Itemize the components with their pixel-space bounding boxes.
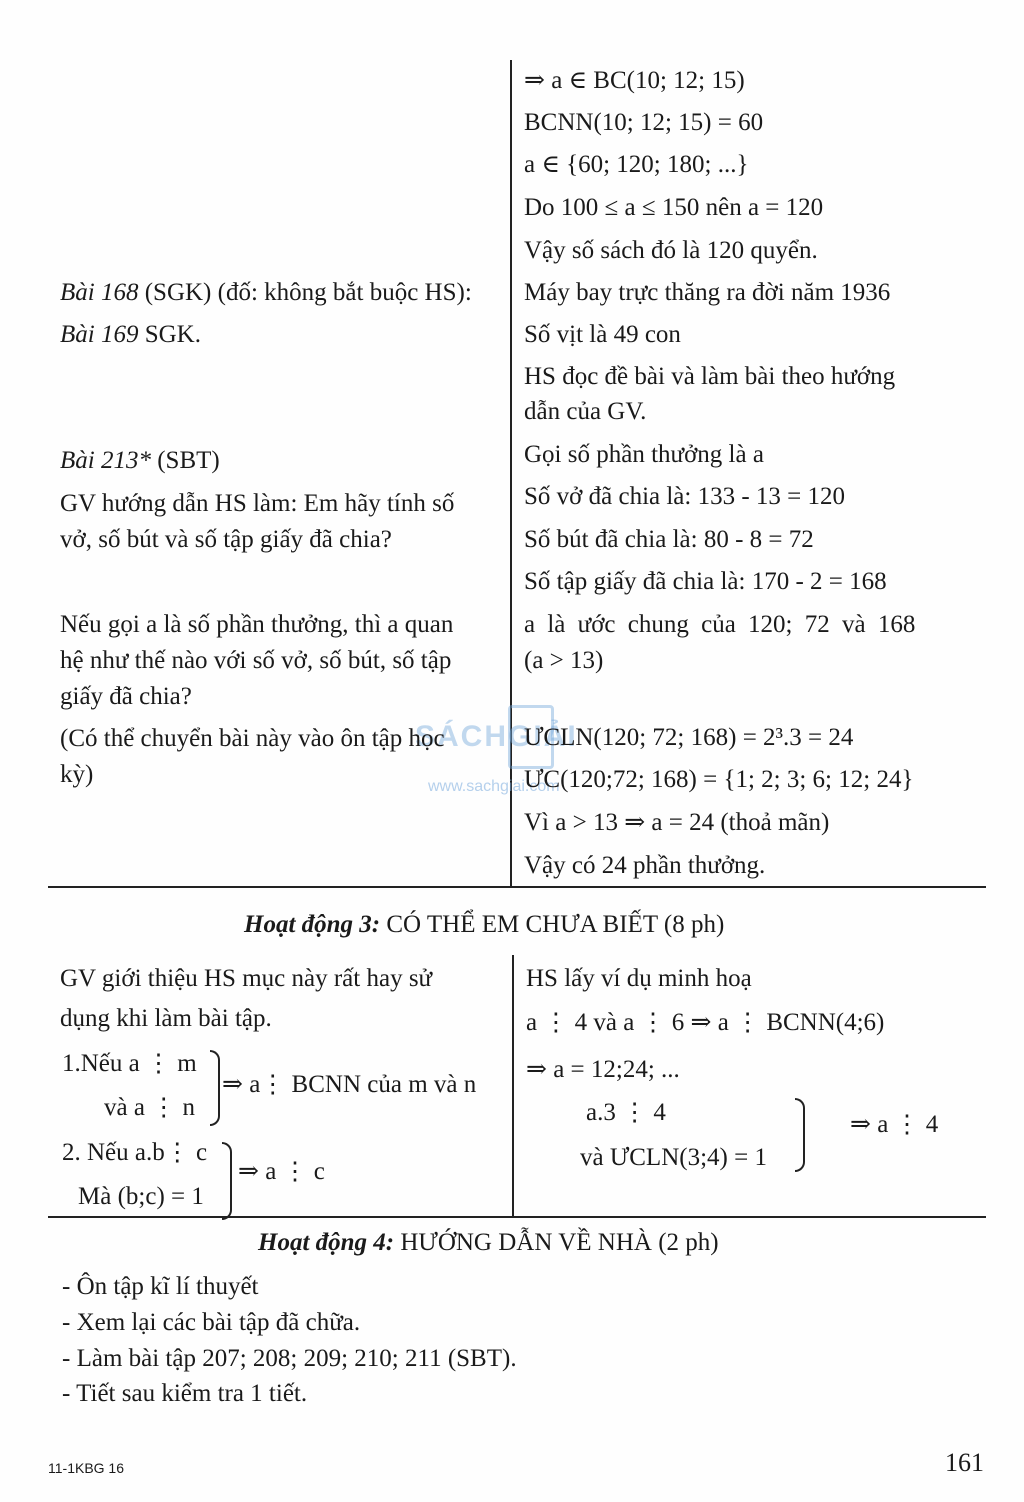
left-line: GV hướng dẫn HS làm: Em hãy tính số [60, 490, 455, 517]
right-line: Vì a > 13 ⇒ a = 24 (thoả mãn) [524, 809, 830, 836]
hd4-item: - Tiết sau kiểm tra 1 tiết. [62, 1380, 308, 1407]
hd3-right-line: HS lấy ví dụ minh hoạ [526, 965, 752, 992]
left-line: Nếu gọi a là số phần thưởng, thì a quan [60, 611, 454, 638]
right-line: Do 100 ≤ a ≤ 150 nên a = 120 [524, 194, 824, 221]
hd3-left-line: ⇒ a ⋮ c [238, 1158, 325, 1185]
hd3-left-line: dụng khi làm bài tập. [60, 1005, 272, 1032]
right-line: Gọi số phần thưởng là a [524, 441, 764, 468]
right-line: Vậy có 24 phần thưởng. [524, 852, 766, 879]
hd3-left-line: 1.Nếu a ⋮ m [62, 1050, 197, 1077]
right-line: a là ước chung của 120; 72 và 168 [524, 611, 916, 638]
watermark-brand: SÁCHGIẢI [415, 720, 578, 753]
hd4-item: - Ôn tập kĩ lí thuyết [62, 1273, 259, 1300]
right-line: ƯC(120;72; 168) = {1; 2; 3; 6; 12; 24} [524, 766, 914, 793]
section-rule-1 [48, 886, 986, 888]
right-line: ⇒ a ∈ BC(10; 12; 15) [524, 67, 745, 94]
right-line: (a > 13) [524, 647, 604, 674]
hd4-item: - Làm bài tập 207; 208; 209; 210; 211 (SBT). [62, 1345, 517, 1372]
hd3-left-line: GV giới thiệu HS mục này rất hay sử [60, 965, 433, 992]
bai-169: Bài 169 SGK. [60, 321, 201, 348]
hd3-left-line: 2. Nếu a.b⋮ c [62, 1139, 208, 1166]
right-line: Số vịt là 49 con [524, 321, 681, 348]
bai-168: Bài 168 (SGK) (đố: không bắt buộc HS): [60, 279, 472, 306]
column-divider-mid [512, 955, 514, 1218]
footer-code: 11-1KBG 16 [48, 1460, 125, 1476]
left-line: (Có thể chuyển bài này vào ôn tập học [60, 725, 445, 752]
left-line: kỳ) [60, 761, 94, 788]
hd3-left-line: Mà (b;c) = 1 [78, 1183, 204, 1210]
right-line: a ∈ {60; 120; 180; ...} [524, 151, 749, 178]
hd3-right-line: ⇒ a = 12;24; ... [526, 1056, 680, 1083]
right-line: Vậy số sách đó là 120 quyển. [524, 237, 818, 264]
section-rule-2 [48, 1216, 986, 1218]
hd3-brace-2 [222, 1142, 232, 1220]
left-line: vở, số bút và số tập giấy đã chia? [60, 526, 392, 553]
left-line: giấy đã chia? [60, 683, 192, 710]
hd3-heading: Hoạt động 3: CÓ THỂ EM CHƯA BIẾT (8 ph) [244, 911, 725, 938]
right-line: dẫn của GV. [524, 398, 647, 425]
hd3-right-line: và ƯCLN(3;4) = 1 [580, 1144, 767, 1171]
bai-213: Bài 213* (SBT) [60, 447, 220, 474]
watermark-url: www.sachgiai.com [428, 778, 560, 795]
hd3-left-line: ⇒ a⋮ BCNN của m và n [222, 1071, 477, 1098]
hd3-brace-1 [210, 1050, 220, 1126]
hd3-right-line: ⇒ a ⋮ 4 [850, 1111, 939, 1138]
hd3-right-line: a.3 ⋮ 4 [586, 1099, 666, 1126]
right-line: Máy bay trực thăng ra đời năm 1936 [524, 279, 891, 306]
hd3-right-line: a ⋮ 4 và a ⋮ 6 ⇒ a ⋮ BCNN(4;6) [526, 1009, 885, 1036]
hd4-item: - Xem lại các bài tập đã chữa. [62, 1309, 361, 1336]
right-line: Số vở đã chia là: 133 - 13 = 120 [524, 483, 846, 510]
hd3-left-line: và a ⋮ n [104, 1094, 195, 1121]
right-line: BCNN(10; 12; 15) = 60 [524, 109, 764, 136]
right-line: Số tập giấy đã chia là: 170 - 2 = 168 [524, 568, 887, 595]
hd3-brace-3 [795, 1098, 805, 1172]
right-line: ƯCLN(120; 72; 168) = 2³.3 = 24 [524, 724, 854, 751]
hd4-heading: Hoạt động 4: HƯỚNG DẪN VỀ NHÀ (2 ph) [258, 1229, 719, 1256]
right-line: Số bút đã chia là: 80 - 8 = 72 [524, 526, 814, 553]
page-number: 161 [945, 1448, 984, 1477]
left-line: hệ như thế nào với số vở, số bút, số tập [60, 647, 452, 674]
right-line: HS đọc đề bài và làm bài theo hướng [524, 363, 896, 390]
